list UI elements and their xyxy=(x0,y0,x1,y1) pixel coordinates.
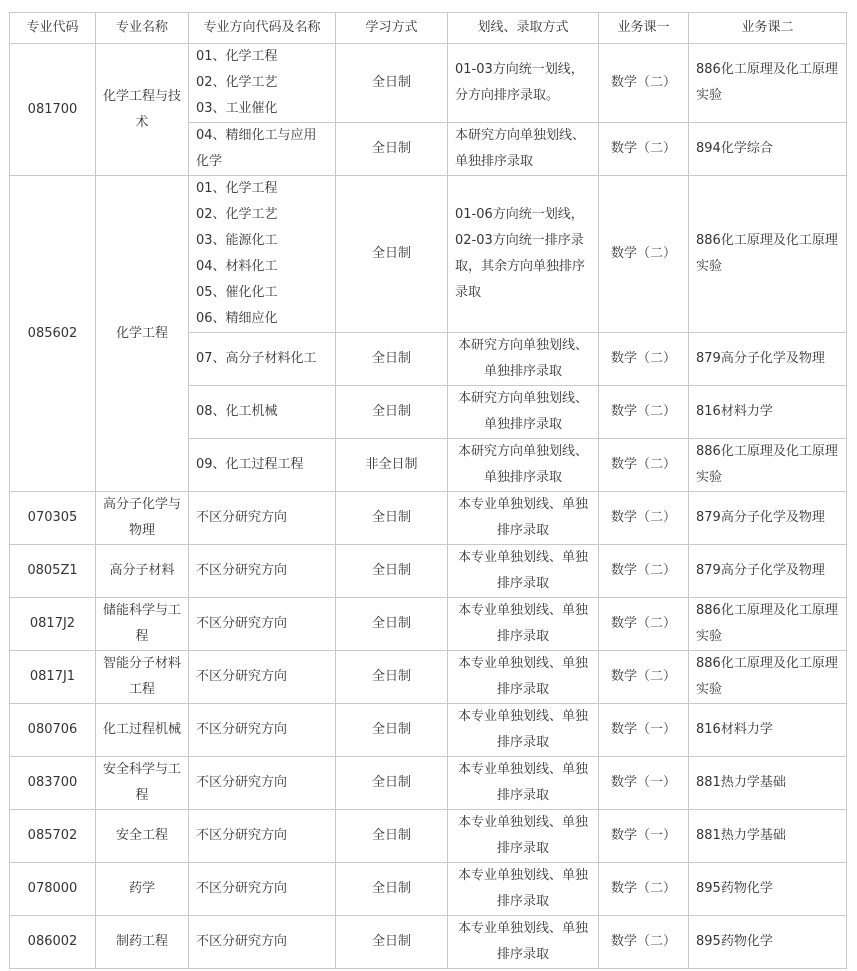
course-2: 886化工原理及化工原理实验 xyxy=(689,44,847,123)
major-code: 070305 xyxy=(10,492,96,545)
course-2: 886化工原理及化工原理实验 xyxy=(689,176,847,333)
course-2: 879高分子化学及物理 xyxy=(689,545,847,598)
course-1: 数学（二） xyxy=(599,176,689,333)
table-row xyxy=(10,176,847,333)
table-row xyxy=(10,492,847,545)
header-admission: 划线、录取方式 xyxy=(448,13,599,44)
direction-item: 04、精细化工与应用化学 xyxy=(189,123,336,176)
table-row xyxy=(10,757,847,810)
study-mode: 全日制 xyxy=(336,863,448,916)
study-mode: 全日制 xyxy=(336,757,448,810)
admission-method: 本专业单独划线、单独排序录取 xyxy=(448,651,599,704)
course-2: 886化工原理及化工原理实验 xyxy=(689,439,847,492)
course-2: 886化工原理及化工原理实验 xyxy=(689,598,847,651)
admission-method: 本专业单独划线、单独排序录取 xyxy=(448,492,599,545)
direction-item: 06、精细应化 xyxy=(196,311,278,326)
direction-item: 07、高分子材料化工 xyxy=(189,333,336,386)
course-1: 数学（二） xyxy=(599,44,689,123)
admission-method: 本研究方向单独划线、单独排序录取 xyxy=(448,333,599,386)
major-name: 高分子化学与物理 xyxy=(96,492,189,545)
major-code: 078000 xyxy=(10,863,96,916)
direction-list xyxy=(189,176,336,333)
course-2: 879高分子化学及物理 xyxy=(689,333,847,386)
course-1: 数学（一） xyxy=(599,757,689,810)
direction-item: 08、化工机械 xyxy=(189,386,336,439)
study-mode: 全日制 xyxy=(336,916,448,969)
admission-table xyxy=(9,12,847,969)
header-major-code: 专业代码 xyxy=(10,13,96,44)
admission-method: 本专业单独划线、单独排序录取 xyxy=(448,545,599,598)
course-1: 数学（二） xyxy=(599,492,689,545)
course-1: 数学（二） xyxy=(599,333,689,386)
direction-item: 01、化学工程 xyxy=(196,49,278,64)
major-name: 化工过程机械 xyxy=(96,704,189,757)
direction-item: 不区分研究方向 xyxy=(189,492,336,545)
course-2: 881热力学基础 xyxy=(689,757,847,810)
direction-item: 03、工业催化 xyxy=(196,101,278,116)
study-mode: 全日制 xyxy=(336,651,448,704)
direction-item: 01、化学工程 xyxy=(196,181,278,196)
table-row xyxy=(10,651,847,704)
header-course-1: 业务课一 xyxy=(599,13,689,44)
table-row xyxy=(10,598,847,651)
major-name: 高分子材料 xyxy=(96,545,189,598)
study-mode: 全日制 xyxy=(336,176,448,333)
study-mode: 全日制 xyxy=(336,492,448,545)
major-code: 085602 xyxy=(10,176,96,492)
admission-method: 本专业单独划线、单独排序录取 xyxy=(448,757,599,810)
course-2: 816材料力学 xyxy=(689,704,847,757)
direction-item: 不区分研究方向 xyxy=(189,651,336,704)
course-1: 数学（二） xyxy=(599,545,689,598)
direction-item: 不区分研究方向 xyxy=(189,757,336,810)
course-1: 数学（一） xyxy=(599,810,689,863)
course-1: 数学（二） xyxy=(599,598,689,651)
major-code: 086002 xyxy=(10,916,96,969)
direction-item: 05、催化化工 xyxy=(196,285,278,300)
admission-method: 本专业单独划线、单独排序录取 xyxy=(448,598,599,651)
direction-item: 不区分研究方向 xyxy=(189,545,336,598)
major-code: 0817J2 xyxy=(10,598,96,651)
course-2: 816材料力学 xyxy=(689,386,847,439)
direction-item: 02、化学工艺 xyxy=(196,75,278,90)
major-name: 智能分子材料工程 xyxy=(96,651,189,704)
table-header-row xyxy=(10,13,847,44)
direction-item: 不区分研究方向 xyxy=(189,810,336,863)
major-code: 0805Z1 xyxy=(10,545,96,598)
direction-item: 02、化学工艺 xyxy=(196,207,278,222)
major-name: 药学 xyxy=(96,863,189,916)
study-mode: 全日制 xyxy=(336,44,448,123)
header-course-2: 业务课二 xyxy=(689,13,847,44)
course-1: 数学（二） xyxy=(599,386,689,439)
major-code: 080706 xyxy=(10,704,96,757)
table-row xyxy=(10,916,847,969)
major-name: 化学工程 xyxy=(96,176,189,492)
course-2: 895药物化学 xyxy=(689,916,847,969)
course-2: 886化工原理及化工原理实验 xyxy=(689,651,847,704)
study-mode: 全日制 xyxy=(336,598,448,651)
course-2: 894化学综合 xyxy=(689,123,847,176)
direction-item: 不区分研究方向 xyxy=(189,916,336,969)
direction-item: 03、能源化工 xyxy=(196,233,278,248)
study-mode: 全日制 xyxy=(336,123,448,176)
course-1: 数学（二） xyxy=(599,863,689,916)
direction-item: 09、化工过程工程 xyxy=(189,439,336,492)
direction-item: 04、材料化工 xyxy=(196,259,278,274)
table-row xyxy=(10,545,847,598)
table-row xyxy=(10,810,847,863)
direction-item: 不区分研究方向 xyxy=(189,863,336,916)
major-code: 083700 xyxy=(10,757,96,810)
admission-method: 本专业单独划线、单独排序录取 xyxy=(448,863,599,916)
major-name: 储能科学与工程 xyxy=(96,598,189,651)
study-mode: 全日制 xyxy=(336,545,448,598)
course-2: 879高分子化学及物理 xyxy=(689,492,847,545)
admission-method: 01-06方向统一划线，02-03方向统一排序录取，其余方向单独排序录取 xyxy=(448,176,599,333)
admission-method: 本研究方向单独划线、单独排序录取 xyxy=(448,439,599,492)
admission-method: 本研究方向单独划线、单独排序录取 xyxy=(448,123,599,176)
major-code: 0817J1 xyxy=(10,651,96,704)
course-1: 数学（二） xyxy=(599,916,689,969)
course-1: 数学（一） xyxy=(599,704,689,757)
direction-item: 不区分研究方向 xyxy=(189,598,336,651)
admission-method: 本研究方向单独划线、单独排序录取 xyxy=(448,386,599,439)
major-name: 安全工程 xyxy=(96,810,189,863)
header-direction: 专业方向代码及名称 xyxy=(189,13,336,44)
course-2: 895药物化学 xyxy=(689,863,847,916)
table-row xyxy=(10,863,847,916)
study-mode: 全日制 xyxy=(336,810,448,863)
admission-method: 本专业单独划线、单独排序录取 xyxy=(448,810,599,863)
admission-method: 01-03方向统一划线，分方向排序录取。 xyxy=(448,44,599,123)
admission-method: 本专业单独划线、单独排序录取 xyxy=(448,704,599,757)
course-1: 数学（二） xyxy=(599,651,689,704)
direction-item: 不区分研究方向 xyxy=(189,704,336,757)
study-mode: 非全日制 xyxy=(336,439,448,492)
admission-method: 本专业单独划线、单独排序录取 xyxy=(448,916,599,969)
major-name: 制药工程 xyxy=(96,916,189,969)
course-1: 数学（二） xyxy=(599,123,689,176)
study-mode: 全日制 xyxy=(336,386,448,439)
table-row xyxy=(10,44,847,123)
course-2: 881热力学基础 xyxy=(689,810,847,863)
major-name: 安全科学与工程 xyxy=(96,757,189,810)
course-1: 数学（二） xyxy=(599,439,689,492)
study-mode: 全日制 xyxy=(336,333,448,386)
header-study-mode: 学习方式 xyxy=(336,13,448,44)
direction-list xyxy=(189,44,336,123)
study-mode: 全日制 xyxy=(336,704,448,757)
major-code: 085702 xyxy=(10,810,96,863)
major-name: 化学工程与技术 xyxy=(96,44,189,176)
table-row xyxy=(10,704,847,757)
header-major-name: 专业名称 xyxy=(96,13,189,44)
major-code: 081700 xyxy=(10,44,96,176)
